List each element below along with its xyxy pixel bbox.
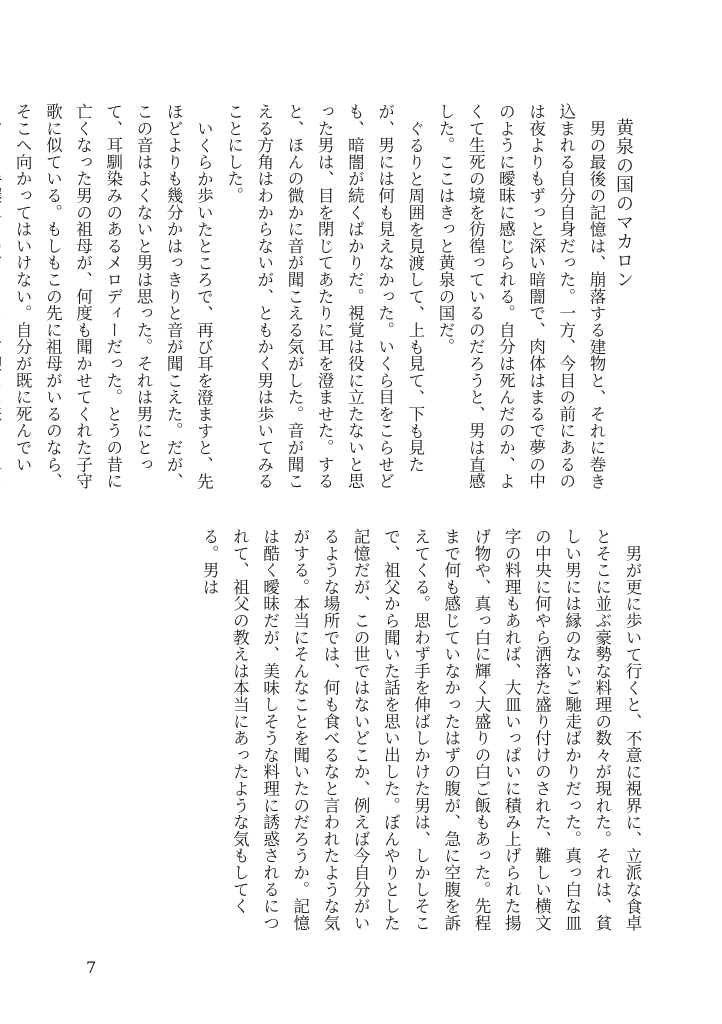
chapter-title: 黄泉の国のマカロン <box>613 118 634 289</box>
paragraph: 男の最後の記憶は、崩落する建物と、それに巻き込まれる自分自身だった。一方、今目の前にあるのは夜よりもずっと深い暗闇で、肉体はまるで夢の中のように曖昧に感じられる。自分は死んだのか、よくて生死の境を彷徨っているのだろうと、男は直感した。ここはきっと黄泉の国だ。 <box>435 103 606 490</box>
upper-text-block <box>13 103 611 505</box>
lower-text-block <box>88 528 647 944</box>
paragraph: ぐるりと周囲を見渡して、上も見て、下も見たが、男には何も見えなかった。いくら目をこらせども、暗闇が続くばかりだ。視覚は役に立たないと思った男は、目を閉じてあたりに耳を澄ませた。すると、ほんの微かに音が聞こえる気がした。音が聞こえる方角はわからないが、ともかく男は歩いてみることにした。 <box>224 103 425 490</box>
paragraph: いくらか歩いたところで、再び耳を澄ますと、先ほどよりも幾分かはっきりと音が聞こえた。だが、この音はよくないと男は思った。それは男にとって、耳馴染みのあるメロディーだった。とうの昔に亡くなった男の祖母が、何度も聞かせてくれた子守歌に似ている。もしもこの先に祖母がいるのなら、そこへ向かってはいけない。自分が既に死んでい <box>13 103 214 490</box>
paragraph: 男が更に歩いて行くと、不意に視界に、立派な食卓とそこに並ぶ豪勢な料理の数々が現れた。それは、貧しい男には縁のないご馳走ばかりだった。真っ白な皿の中央に何やら洒落た盛り付けのされた、難しい横文字の料理もあれば、大皿いっぱいに積み上げられた揚げ物や、真っ白に輝く大盛りの白ご飯もあった。先程まで何も感じていなかったはずの腹が、急に空腹を訴えてくる。思わず手を伸ばしかけた男は、しかしそこで、祖父から聞いた話を思い出した。ぼんやりとした記憶だが、この世ではないどこか、例えば今自分がいるような場所では、何も食べるなと言われたような気がする。本当にそんなことを聞いたのだろうか。記憶は酷く曖昧だが、美味しそうな料理に誘惑されるにつれて、祖父の教えは本当にあったような気もしてくる。男は <box>200 528 642 932</box>
page-number: 7 <box>86 958 97 977</box>
